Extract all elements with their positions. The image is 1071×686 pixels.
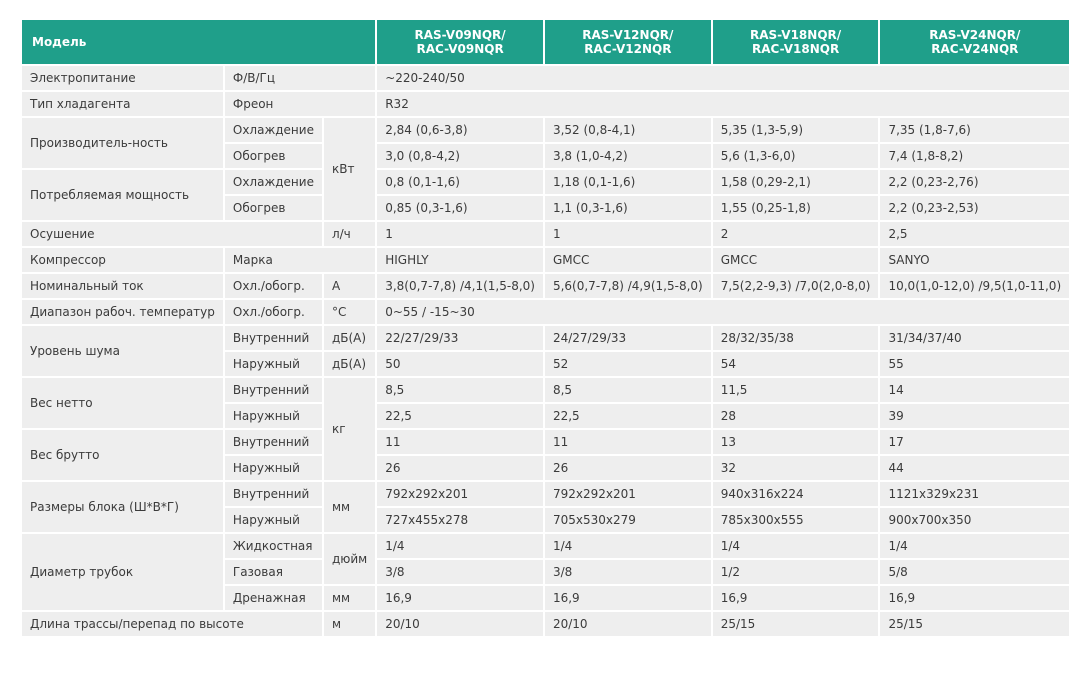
table-cell: 11 bbox=[377, 430, 543, 454]
table-row bbox=[22, 170, 1069, 194]
table-cell: 26 bbox=[545, 456, 711, 480]
table-cell: 1/4 bbox=[377, 534, 543, 558]
row-label: Диапазон рабоч. температур bbox=[22, 300, 223, 324]
table-cell: 2 bbox=[713, 222, 879, 246]
row-sublabel: Внутренний bbox=[225, 430, 322, 454]
row-sublabel: Наружный bbox=[225, 352, 322, 376]
row-label: Осушение bbox=[22, 222, 322, 246]
table-cell: 1/4 bbox=[545, 534, 711, 558]
row-sublabel: Охлаждение bbox=[225, 170, 322, 194]
model-column-header: RAS-V18NQR/ RAC-V18NQR bbox=[713, 20, 879, 64]
model-column-header: RAS-V12NQR/ RAC-V12NQR bbox=[545, 20, 711, 64]
table-cell: R32 bbox=[377, 92, 1069, 116]
table-cell: 7,5(2,2-9,3) /7,0(2,0-8,0) bbox=[713, 274, 879, 298]
row-label: Тип хладагента bbox=[22, 92, 223, 116]
table-cell: 32 bbox=[713, 456, 879, 480]
row-sublabel: Внутренний bbox=[225, 378, 322, 402]
table-cell: 1,55 (0,25-1,8) bbox=[713, 196, 879, 220]
table-row bbox=[22, 482, 1069, 506]
model-column-header: RAS-V09NQR/ RAC-V09NQR bbox=[377, 20, 543, 64]
table-row bbox=[22, 92, 1069, 116]
row-label: Размеры блока (Ш*В*Г) bbox=[22, 482, 223, 532]
row-sublabel: Охлаждение bbox=[225, 118, 322, 142]
unit-cell: мм bbox=[324, 482, 375, 532]
table-cell: 55 bbox=[880, 352, 1069, 376]
table-cell: 25/15 bbox=[880, 612, 1069, 636]
row-sublabel: Охл./обогр. bbox=[225, 274, 322, 298]
table-cell: 50 bbox=[377, 352, 543, 376]
table-cell: 3/8 bbox=[545, 560, 711, 584]
table-cell: 52 bbox=[545, 352, 711, 376]
table-cell: 2,5 bbox=[880, 222, 1069, 246]
table-cell: 11 bbox=[545, 430, 711, 454]
table-cell: 3,52 (0,8-4,1) bbox=[545, 118, 711, 142]
table-cell: 1,58 (0,29-2,1) bbox=[713, 170, 879, 194]
table-cell: 3/8 bbox=[377, 560, 543, 584]
table-cell: 22/27/29/33 bbox=[377, 326, 543, 350]
table-cell: GMCC bbox=[713, 248, 879, 272]
table-cell: 22,5 bbox=[377, 404, 543, 428]
table-cell: 792x292x201 bbox=[377, 482, 543, 506]
table-cell: 1,1 (0,3-1,6) bbox=[545, 196, 711, 220]
table-cell: 1/2 bbox=[713, 560, 879, 584]
unit-cell: А bbox=[324, 274, 375, 298]
unit-cell: °С bbox=[324, 300, 375, 324]
table-cell: 2,84 (0,6-3,8) bbox=[377, 118, 543, 142]
header-row bbox=[22, 20, 1069, 64]
table-cell: 54 bbox=[713, 352, 879, 376]
table-cell: 3,8 (1,0-4,2) bbox=[545, 144, 711, 168]
table-row bbox=[22, 612, 1069, 636]
table-cell: 16,9 bbox=[545, 586, 711, 610]
row-sublabel: Наружный bbox=[225, 404, 322, 428]
table-cell: 5/8 bbox=[880, 560, 1069, 584]
table-cell: 0,8 (0,1-1,6) bbox=[377, 170, 543, 194]
table-cell: 705x530x279 bbox=[545, 508, 711, 532]
table-cell: 0~55 / -15~30 bbox=[377, 300, 1069, 324]
model-column-header: RAS-V24NQR/ RAC-V24NQR bbox=[880, 20, 1069, 64]
table-cell: 5,6(0,7-7,8) /4,9(1,5-8,0) bbox=[545, 274, 711, 298]
table-cell: HIGHLY bbox=[377, 248, 543, 272]
table-cell: 14 bbox=[880, 378, 1069, 402]
table-row bbox=[22, 378, 1069, 402]
unit-cell: дюйм bbox=[324, 534, 375, 584]
row-label: Потребляемая мощность bbox=[22, 170, 223, 220]
table-row bbox=[22, 534, 1069, 558]
row-sublabel: Внутренний bbox=[225, 482, 322, 506]
table-cell: SANYO bbox=[880, 248, 1069, 272]
table-cell: 16,9 bbox=[880, 586, 1069, 610]
unit-cell: кг bbox=[324, 378, 375, 480]
table-row bbox=[22, 274, 1069, 298]
table-cell: 11,5 bbox=[713, 378, 879, 402]
table-row bbox=[22, 66, 1069, 90]
table-cell: 39 bbox=[880, 404, 1069, 428]
unit-cell: л/ч bbox=[324, 222, 375, 246]
table-row bbox=[22, 118, 1069, 142]
unit-cell: м bbox=[324, 612, 375, 636]
row-label: Вес нетто bbox=[22, 378, 223, 428]
table-cell: 5,35 (1,3-5,9) bbox=[713, 118, 879, 142]
row-sublabel: Наружный bbox=[225, 508, 322, 532]
row-sublabel: Наружный bbox=[225, 456, 322, 480]
table-cell: 28 bbox=[713, 404, 879, 428]
table-cell: 1/4 bbox=[713, 534, 879, 558]
row-label: Электропитание bbox=[22, 66, 223, 90]
table-cell: 5,6 (1,3-6,0) bbox=[713, 144, 879, 168]
row-sublabel: Газовая bbox=[225, 560, 322, 584]
table-cell: 24/27/29/33 bbox=[545, 326, 711, 350]
table-cell: 940x316x224 bbox=[713, 482, 879, 506]
spec-table bbox=[20, 18, 1071, 638]
row-sublabel: Обогрев bbox=[225, 196, 322, 220]
row-label: Производитель-ность bbox=[22, 118, 223, 168]
table-cell: 17 bbox=[880, 430, 1069, 454]
table-cell: 900x700x350 bbox=[880, 508, 1069, 532]
table-cell: 3,8(0,7-7,8) /4,1(1,5-8,0) bbox=[377, 274, 543, 298]
row-label: Длина трассы/перепад по высоте bbox=[22, 612, 322, 636]
row-sublabel: Охл./обогр. bbox=[225, 300, 322, 324]
table-row bbox=[22, 248, 1069, 272]
table-row bbox=[22, 300, 1069, 324]
table-cell: 1,18 (0,1-1,6) bbox=[545, 170, 711, 194]
row-label: Компрессор bbox=[22, 248, 223, 272]
table-row bbox=[22, 430, 1069, 454]
table-cell: 16,9 bbox=[713, 586, 879, 610]
row-sublabel: Марка bbox=[225, 248, 375, 272]
table-cell: 44 bbox=[880, 456, 1069, 480]
table-cell: 1121x329x231 bbox=[880, 482, 1069, 506]
table-cell: 22,5 bbox=[545, 404, 711, 428]
table-cell: 20/10 bbox=[545, 612, 711, 636]
table-cell: 0,85 (0,3-1,6) bbox=[377, 196, 543, 220]
table-cell: 792x292x201 bbox=[545, 482, 711, 506]
unit-cell: дБ(А) bbox=[324, 352, 375, 376]
unit-cell: мм bbox=[324, 586, 375, 610]
row-label: Вес брутто bbox=[22, 430, 223, 480]
row-label: Диаметр трубок bbox=[22, 534, 223, 610]
table-cell: ~220-240/50 bbox=[377, 66, 1069, 90]
row-sublabel: Фреон bbox=[225, 92, 375, 116]
row-label: Уровень шума bbox=[22, 326, 223, 376]
unit-cell: кВт bbox=[324, 118, 375, 220]
table-cell: 20/10 bbox=[377, 612, 543, 636]
table-cell: 10,0(1,0-12,0) /9,5(1,0-11,0) bbox=[880, 274, 1069, 298]
row-sublabel: Обогрев bbox=[225, 144, 322, 168]
table-row bbox=[22, 222, 1069, 246]
table-cell: 16,9 bbox=[377, 586, 543, 610]
table-row bbox=[22, 326, 1069, 350]
table-cell: 1 bbox=[545, 222, 711, 246]
table-cell: 785x300x555 bbox=[713, 508, 879, 532]
row-sublabel: Дренажная bbox=[225, 586, 322, 610]
table-cell: 28/32/35/38 bbox=[713, 326, 879, 350]
table-cell: 7,35 (1,8-7,6) bbox=[880, 118, 1069, 142]
table-cell: 8,5 bbox=[377, 378, 543, 402]
table-cell: 31/34/37/40 bbox=[880, 326, 1069, 350]
table-cell: 727x455x278 bbox=[377, 508, 543, 532]
table-cell: 2,2 (0,23-2,76) bbox=[880, 170, 1069, 194]
unit-cell: дБ(А) bbox=[324, 326, 375, 350]
table-cell: 2,2 (0,23-2,53) bbox=[880, 196, 1069, 220]
table-cell: 25/15 bbox=[713, 612, 879, 636]
table-cell: 26 bbox=[377, 456, 543, 480]
table-cell: 13 bbox=[713, 430, 879, 454]
table-cell: 3,0 (0,8-4,2) bbox=[377, 144, 543, 168]
table-cell: GMCC bbox=[545, 248, 711, 272]
row-sublabel: Ф/В/Гц bbox=[225, 66, 375, 90]
row-sublabel: Внутренний bbox=[225, 326, 322, 350]
row-label: Номинальный ток bbox=[22, 274, 223, 298]
row-sublabel: Жидкостная bbox=[225, 534, 322, 558]
model-header: Модель bbox=[22, 20, 375, 64]
table-cell: 7,4 (1,8-8,2) bbox=[880, 144, 1069, 168]
table-cell: 1/4 bbox=[880, 534, 1069, 558]
table-cell: 8,5 bbox=[545, 378, 711, 402]
table-cell: 1 bbox=[377, 222, 543, 246]
